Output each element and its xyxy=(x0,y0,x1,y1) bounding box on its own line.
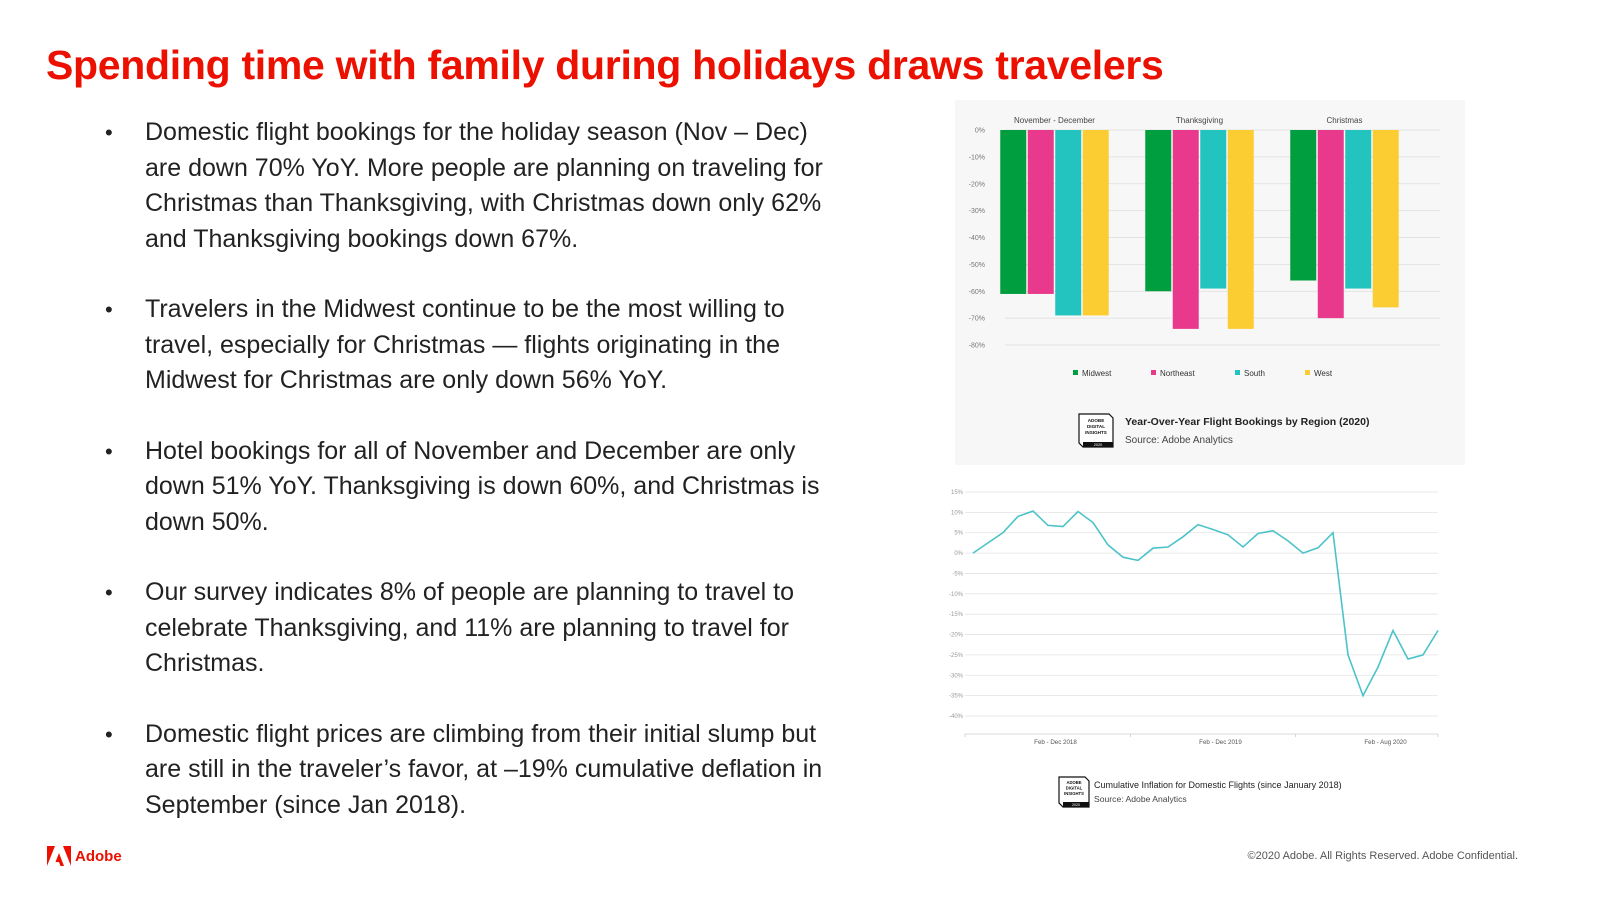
badge-line: INSIGHTS xyxy=(1085,430,1107,435)
y-tick-label: -20% xyxy=(968,181,985,189)
bar-northeast xyxy=(1028,130,1054,294)
y-tick-label: 0% xyxy=(954,551,963,558)
bullet-item xyxy=(105,717,825,824)
bar-midwest xyxy=(1000,130,1026,294)
y-tick-label: -60% xyxy=(968,288,985,296)
adobe-digital-insights-badge-icon xyxy=(1059,777,1089,807)
bullet-item xyxy=(105,575,825,682)
bullet-dot-icon: • xyxy=(105,297,113,322)
category-label: November - December xyxy=(1014,116,1095,125)
y-tick-label: 15% xyxy=(950,490,963,496)
bullet-dot-icon: • xyxy=(105,580,113,605)
y-tick-label: -10% xyxy=(968,154,985,162)
legend-swatch xyxy=(1073,370,1078,375)
bar-west xyxy=(1228,130,1254,329)
legend-swatch xyxy=(1305,370,1310,375)
bar-chart-source: Source: Adobe Analytics xyxy=(1125,435,1233,446)
badge-line: ADOBE xyxy=(1066,780,1082,785)
x-tick-label: Feb - Dec 2019 xyxy=(1199,739,1242,746)
bar-midwest xyxy=(1290,130,1316,281)
bar-south xyxy=(1200,130,1226,289)
bullet-dot-icon: • xyxy=(105,120,113,145)
y-tick-label: -30% xyxy=(968,208,985,216)
line-chart-title: Cumulative Inflation for Domestic Flights (since January 2018) xyxy=(1094,780,1342,790)
badge-line: ADOBE xyxy=(1087,418,1105,423)
bar-chart-panel xyxy=(955,100,1465,465)
y-tick-label: -70% xyxy=(968,315,985,323)
bullet-dot-icon: • xyxy=(105,438,113,464)
adobe-digital-insights-badge-icon xyxy=(1079,414,1113,447)
bullet-list xyxy=(105,115,825,858)
badge-line: DIGITAL xyxy=(1065,785,1083,791)
category-label: Christmas xyxy=(1326,116,1363,125)
bar-chart xyxy=(955,100,1465,465)
y-tick-label: -50% xyxy=(968,261,985,269)
legend-swatch xyxy=(1235,370,1240,375)
line-chart xyxy=(935,480,1455,815)
bullet-text: Domestic flight bookings for the holiday season (Nov – Dec) are down 70% YoY. More people are planning on traveling for Christmas than Thanksgiving, with Christmas down only 62% and Thanksgiving bookings down 67%. xyxy=(145,118,823,253)
y-tick-label: -40% xyxy=(948,714,963,720)
line-chart-caption xyxy=(1059,777,1342,807)
y-tick-label: -25% xyxy=(948,652,963,659)
y-tick-label: -10% xyxy=(948,591,963,598)
bullet-item xyxy=(105,292,825,399)
legend-swatch xyxy=(1151,370,1156,375)
line-chart-source: Source: Adobe Analytics xyxy=(1094,794,1187,804)
bullet-text: Domestic flight prices are climbing from their initial slump but are still in the traveler’s favor, at –19% cumulative deflation in September (since Jan 2018). xyxy=(145,719,823,819)
adobe-logo xyxy=(47,846,122,866)
y-tick-label: 0% xyxy=(974,127,985,135)
y-tick-label: 10% xyxy=(950,510,963,517)
copyright-footer: ©2020 Adobe. All Rights Reserved. Adobe Confidential. xyxy=(1247,850,1518,862)
bar-west xyxy=(1083,130,1109,315)
bullet-dot-icon: • xyxy=(105,721,113,747)
badge-line: 2020 xyxy=(1072,803,1080,807)
legend-label: South xyxy=(1244,369,1265,378)
legend-label: Midwest xyxy=(1082,369,1112,378)
bullet-text: Travelers in the Midwest continue to be the most willing to travel, especially for Christmas — flights originating in the Midwest for Christmas are only down 56% YoY. xyxy=(145,295,785,394)
bar-northeast xyxy=(1173,130,1199,329)
y-tick-label: -15% xyxy=(948,612,963,619)
x-tick-label: Feb - Aug 2020 xyxy=(1364,739,1407,746)
adobe-logo-icon xyxy=(47,846,71,866)
adobe-wordmark: Adobe xyxy=(75,847,122,865)
line-series xyxy=(973,511,1438,695)
bar-northeast xyxy=(1318,130,1344,318)
y-tick-label: -40% xyxy=(968,235,985,242)
y-tick-label: -5% xyxy=(952,571,963,578)
legend-label: Northeast xyxy=(1160,369,1195,378)
bullet-item xyxy=(105,434,825,541)
category-label: Thanksgiving xyxy=(1175,116,1224,125)
x-tick-label: Feb - Dec 2018 xyxy=(1034,739,1077,746)
bullet-text: Hotel bookings for all of November and December are only down 51% YoY. Thanksgiving is down 60%, and Christmas is down 50%. xyxy=(145,436,820,536)
bullet-text: Our survey indicates 8% of people are planning to travel to celebrate Thanksgiving, and 11% are planning to travel for Christmas. xyxy=(145,578,794,677)
bar-midwest xyxy=(1145,130,1171,291)
bar-south xyxy=(1345,130,1371,289)
badge-line: 2020 xyxy=(1093,443,1103,447)
bar-west xyxy=(1373,130,1399,307)
bar-chart-caption xyxy=(1079,414,1369,447)
y-tick-label: 5% xyxy=(954,530,963,537)
badge-line: DIGITAL xyxy=(1086,424,1106,429)
bullet-item xyxy=(105,115,825,257)
legend-label: West xyxy=(1314,369,1333,378)
y-tick-label: -30% xyxy=(948,673,963,680)
y-tick-label: -80% xyxy=(968,342,985,350)
y-tick-label: -20% xyxy=(948,632,963,639)
y-tick-label: -35% xyxy=(948,693,963,700)
bar-chart-title: Year-Over-Year Flight Bookings by Region (2020) xyxy=(1125,416,1370,428)
slide-title: Spending time with family during holidays draws travelers xyxy=(46,42,1164,88)
bar-south xyxy=(1055,130,1081,315)
badge-line: INSIGHTS xyxy=(1064,791,1084,796)
